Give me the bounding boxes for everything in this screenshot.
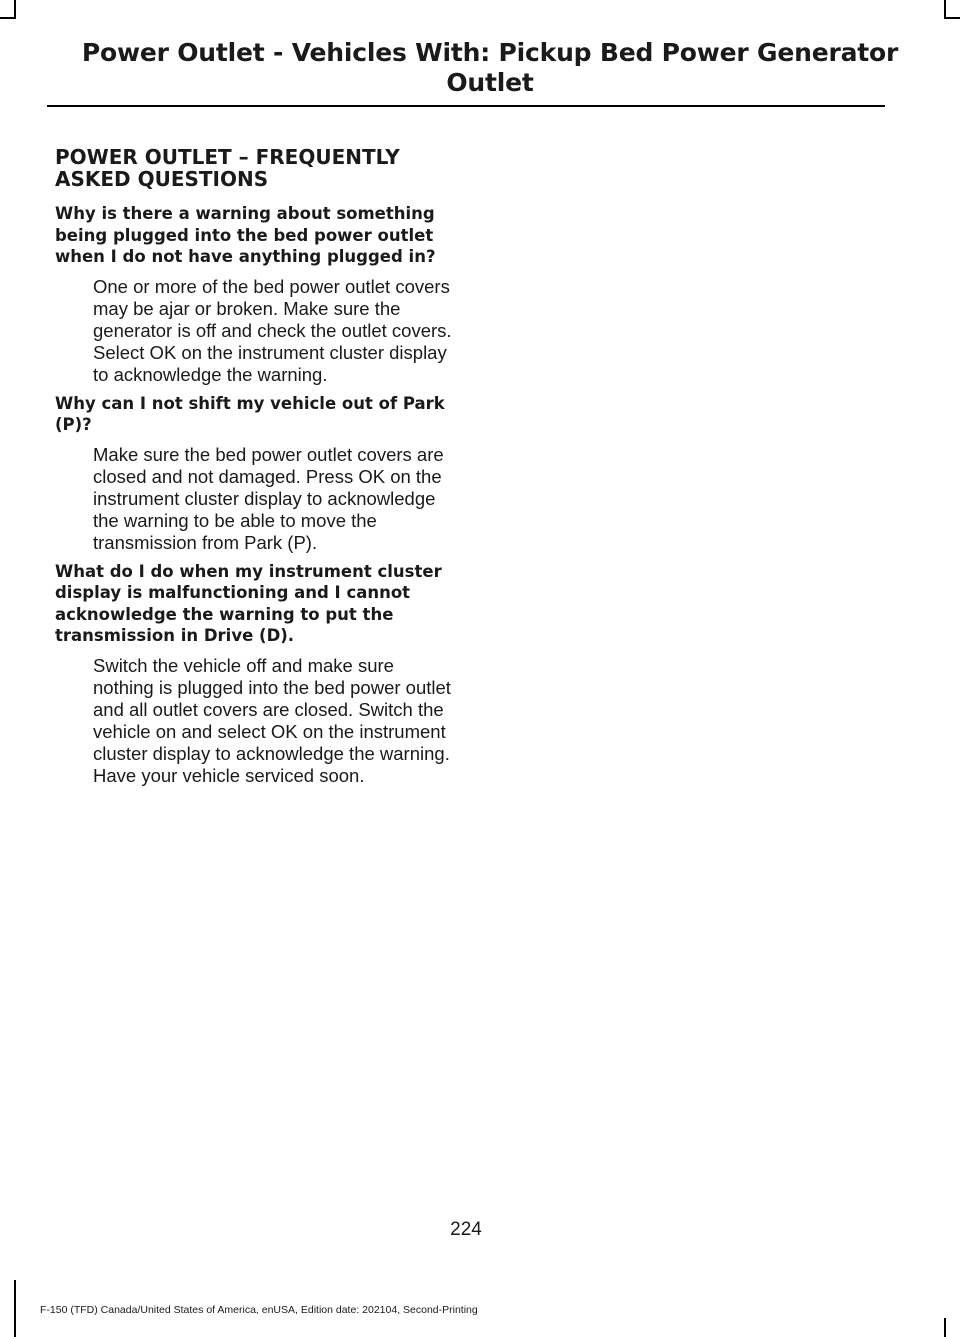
section-heading: POWER OUTLET – FREQUENTLY ASKED QUESTIONS bbox=[55, 145, 400, 191]
crop-mark-top-left-h bbox=[0, 17, 16, 19]
crop-mark-top-right bbox=[944, 0, 946, 18]
faq-item bbox=[55, 393, 450, 554]
faq-answer: Make sure the bed power outlet covers are closed and not damaged. Press OK on the instrument cluster display to acknowledge the warning to be able to move the transmission from Park (P). bbox=[93, 443, 444, 553]
faq-question: Why is there a warning about something being plugged into the bed power outlet when I do not have anything plugged in? bbox=[55, 204, 436, 266]
crop-mark-top-right-h bbox=[944, 17, 960, 19]
crop-mark-bottom-right bbox=[944, 1318, 946, 1337]
faq-item bbox=[55, 203, 450, 386]
page-number: 224 bbox=[450, 1219, 482, 1240]
page-header-title: Power Outlet - Vehicles With: Pickup Bed Power Generator Outlet bbox=[81, 38, 899, 97]
edition-footer: F-150 (TFD) Canada/United States of America, enUSA, Edition date: 202104, Second-Printing bbox=[40, 1304, 478, 1316]
faq-question: Why can I not shift my vehicle out of Park (P)? bbox=[55, 393, 445, 434]
faq-item bbox=[55, 561, 450, 787]
crop-mark-bottom-left bbox=[14, 1280, 16, 1337]
header-divider bbox=[47, 105, 885, 107]
faq-answer: Switch the vehicle off and make sure nothing is plugged into the bed power outlet and all outlet covers are closed. Switch the vehicle on and select OK on the instrument cluster display to acknowledge the warning. Have your vehicle serviced soon. bbox=[93, 654, 451, 786]
crop-mark-top-left bbox=[14, 0, 16, 18]
faq-answer: One or more of the bed power outlet covers may be ajar or broken. Make sure the generator is off and check the outlet covers. Select OK on the instrument cluster display to acknowledge the warning. bbox=[93, 275, 452, 385]
main-content bbox=[55, 146, 450, 794]
faq-question: What do I do when my instrument cluster display is malfunctioning and I cannot acknowledge the warning to put the transmission in Drive (D). bbox=[55, 561, 442, 645]
